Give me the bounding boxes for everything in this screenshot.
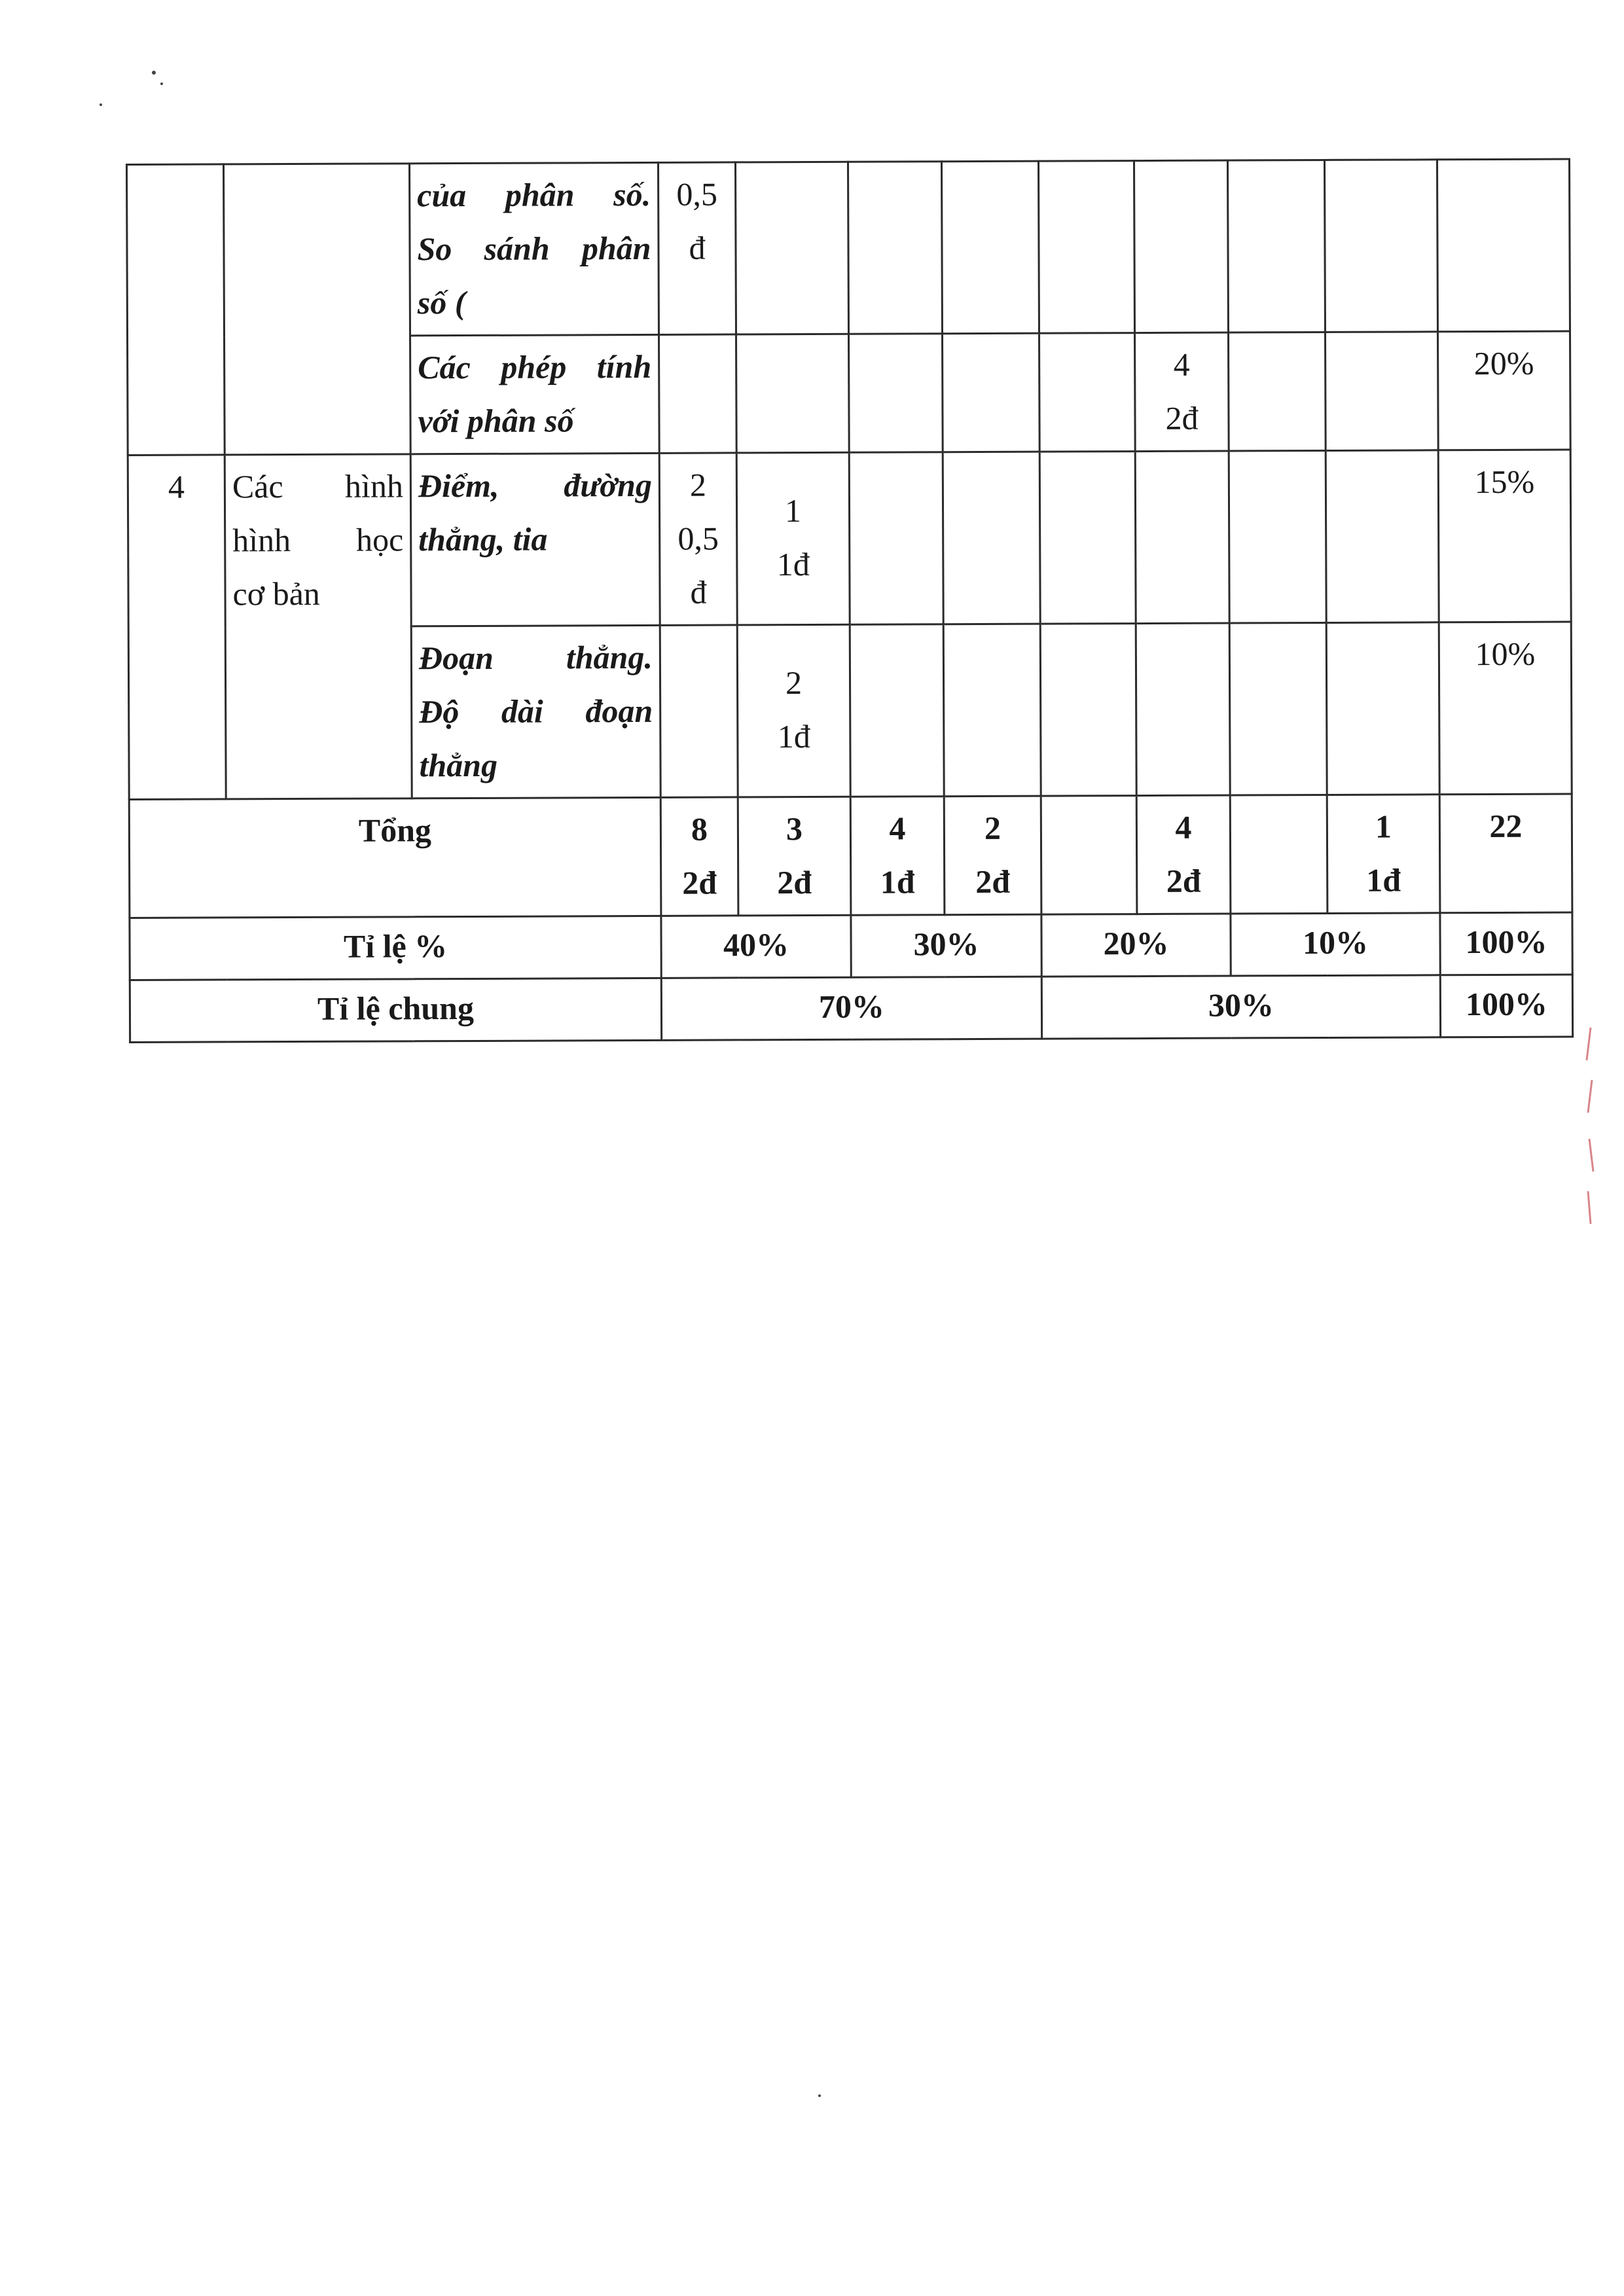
table-row: [128, 450, 1571, 627]
total-label: Tổng: [358, 812, 432, 849]
value-cell: [1038, 161, 1134, 334]
section-line: cơ bản: [232, 575, 320, 613]
value-cell: [658, 162, 736, 334]
value-cell: [941, 161, 1039, 334]
value-cell: [1229, 622, 1327, 795]
value-cell: [850, 797, 945, 916]
value-cell: [1039, 333, 1136, 452]
value-count: 8: [691, 810, 708, 848]
row-number-cell: [127, 164, 225, 456]
value-score: 1đ: [880, 863, 915, 901]
common-sum-cell: [1440, 975, 1572, 1037]
percent-value: 15%: [1474, 463, 1535, 501]
value-cell: [1229, 332, 1326, 451]
ratio-sum-cell: [1440, 912, 1572, 975]
value-cell: [1134, 160, 1228, 333]
ratio-cell: [1231, 913, 1440, 976]
value-cell: [850, 624, 944, 797]
section-cell: [224, 164, 411, 455]
value-cell: [1326, 450, 1439, 623]
total-sum-cell: [1439, 794, 1572, 913]
value-cell: [849, 334, 943, 453]
value-cell: [738, 797, 851, 916]
common-cell: [661, 977, 1041, 1040]
value-cell: [944, 796, 1041, 915]
percent-cell: [1439, 622, 1572, 795]
topic-line: Điểm, đường: [418, 466, 652, 505]
matrix-table: [126, 158, 1574, 1043]
ratio-sum: 100%: [1465, 923, 1547, 961]
value-cell: [659, 334, 737, 453]
value-cell: [1135, 332, 1229, 452]
scan-speck: [818, 2094, 821, 2097]
value-score: 1đ: [776, 545, 810, 583]
value-score: 2đ: [1166, 862, 1201, 899]
value-unit: đ: [690, 573, 707, 611]
ratio-row: [130, 912, 1572, 980]
common-sum: 100%: [1465, 985, 1548, 1023]
value-count: 2: [984, 809, 1001, 846]
topic-cell: [410, 162, 659, 335]
value-cell: [943, 624, 1041, 797]
percent-value: 10%: [1475, 635, 1536, 673]
value-cell: [848, 162, 942, 334]
value-score: 1đ: [777, 717, 810, 755]
topic-cell: [411, 625, 660, 798]
scan-speck: [152, 71, 156, 75]
value-score: 2đ: [1165, 399, 1199, 437]
value-cell: [659, 453, 737, 625]
value-cell: [737, 624, 850, 797]
value-cell: [1229, 450, 1326, 623]
value-cell: [943, 333, 1040, 452]
scan-speck: [160, 82, 163, 85]
value-count: 1: [1375, 808, 1392, 845]
value-cell: [1324, 160, 1437, 332]
percent-cell: [1437, 159, 1570, 332]
ratio-value: 40%: [723, 926, 789, 963]
topic-line: Độ dài đoạn: [419, 692, 653, 730]
value-cell: [736, 452, 850, 625]
percent-cell: [1438, 331, 1571, 450]
value-count: 4: [1173, 346, 1190, 383]
value-score: 2đ: [682, 864, 717, 901]
row-number-cell: [128, 455, 226, 800]
section-line: hình học: [232, 521, 404, 559]
value-count: 3: [785, 810, 803, 848]
topic-line: Đoạn thẳng.: [418, 638, 653, 677]
value-cell: [849, 452, 943, 625]
value-cell: [1136, 623, 1230, 796]
value-cell: [1326, 622, 1439, 795]
ratio-label: Tỉ lệ %: [343, 927, 448, 965]
topic-line: So sánh phân: [417, 229, 651, 268]
value-count: 2: [689, 466, 706, 503]
value-cell: [1327, 795, 1440, 914]
value-count: 1: [784, 492, 802, 529]
edge-mark: [1578, 1021, 1604, 1230]
value-cell: [943, 452, 1040, 624]
topic-line: thẳng, tia: [418, 520, 548, 558]
section-line: Các hình: [232, 467, 404, 505]
topic-cell: [410, 453, 660, 626]
ratio-value: 30%: [913, 925, 979, 963]
topic-line: thẳng: [419, 746, 498, 784]
value-score: 0,5: [677, 520, 719, 557]
ratio-cell: [661, 915, 851, 978]
value-score: đ: [689, 229, 706, 266]
value-cell: [660, 797, 738, 916]
common-value: 70%: [818, 988, 885, 1025]
value-cell: [736, 334, 850, 453]
value-cell: [1040, 624, 1136, 797]
value-cell: [1227, 160, 1325, 332]
topic-line: với phân số: [418, 402, 574, 440]
total-label-cell: [129, 797, 661, 918]
value-count: 4: [1175, 808, 1192, 846]
topic-line: của phân số.: [417, 175, 651, 214]
ratio-cell: [1041, 914, 1231, 977]
common-cell: [1041, 975, 1440, 1039]
topic-line: Các phép tính: [418, 348, 652, 386]
topic-line: số (: [417, 284, 466, 321]
percent-value: 20%: [1473, 344, 1534, 382]
value-cell: [1039, 452, 1136, 624]
ratio-cell: [851, 914, 1041, 977]
value-score: 1đ: [1366, 861, 1401, 899]
value-cell: [1135, 451, 1229, 624]
total-row: [129, 794, 1572, 918]
topic-cell: [410, 334, 660, 454]
percent-cell: [1438, 450, 1571, 622]
common-value: 30%: [1208, 986, 1274, 1024]
value-score: 2đ: [777, 863, 812, 901]
value-cell: [1136, 795, 1231, 914]
value-score: 2đ: [975, 863, 1011, 901]
row-number: 4: [168, 468, 185, 505]
ratio-label-cell: [130, 916, 661, 980]
common-row: [130, 975, 1572, 1042]
value-count: 2: [785, 664, 803, 702]
value-cell: [1326, 332, 1439, 451]
value-cell: [735, 162, 848, 334]
common-label: Tỉ lệ chung: [317, 989, 475, 1027]
value-count: 4: [889, 810, 906, 847]
total-sum: 22: [1489, 807, 1523, 845]
value-count: 0,5: [676, 175, 718, 213]
value-cell: [1230, 795, 1327, 914]
ratio-value: 20%: [1103, 924, 1169, 962]
ratio-value: 10%: [1302, 924, 1369, 961]
section-cell: [225, 454, 412, 799]
value-cell: [1041, 796, 1137, 915]
value-cell: [660, 625, 738, 797]
common-label-cell: [130, 978, 661, 1042]
table-row: [127, 159, 1570, 336]
scan-speck: [99, 103, 102, 106]
